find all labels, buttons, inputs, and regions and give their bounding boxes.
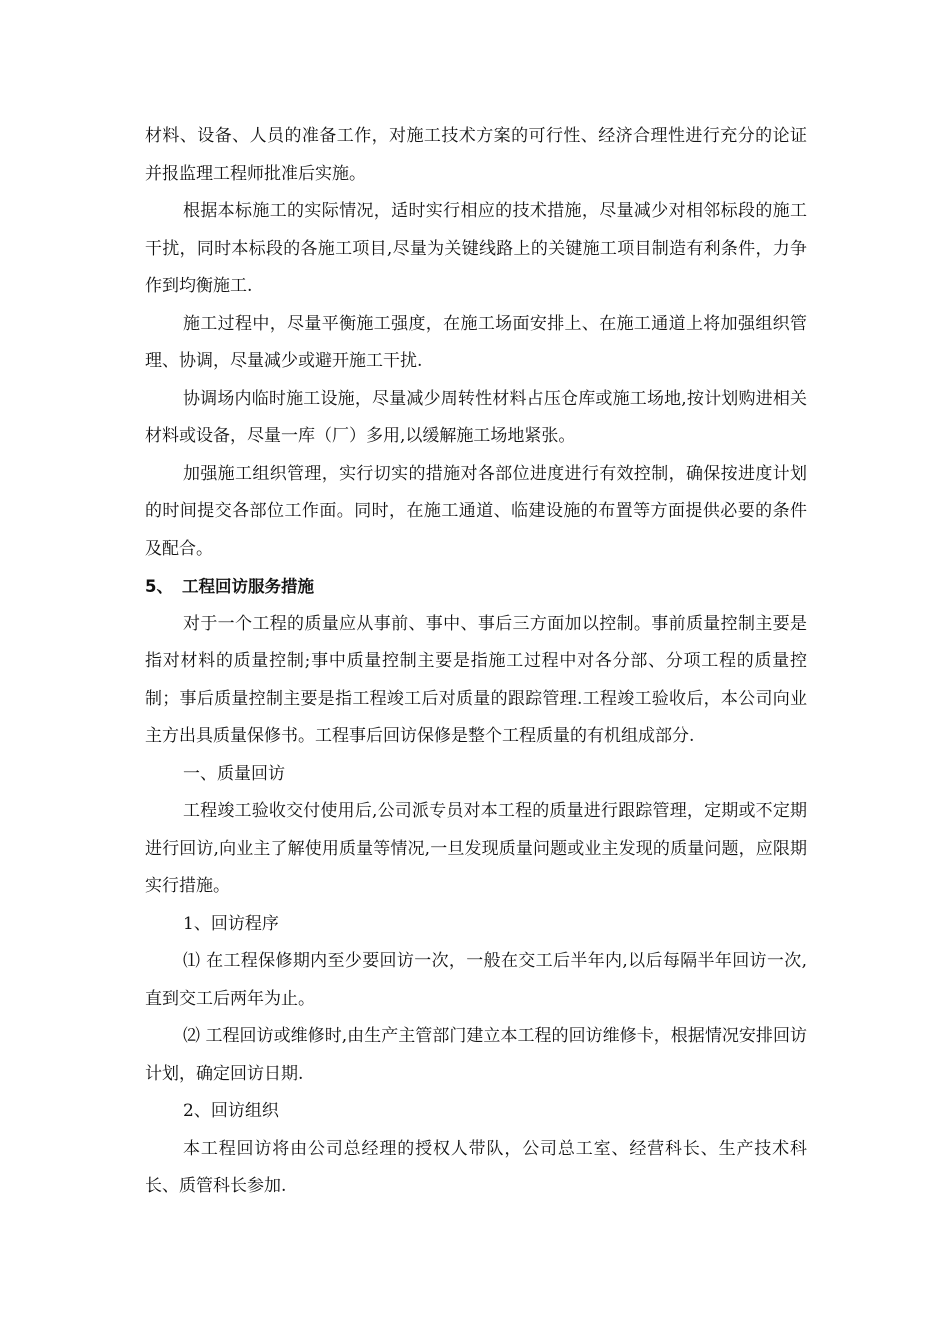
subheading-revisit-procedure: 1、回访程序 xyxy=(183,913,279,934)
paragraph-preparation: 材料、设备、人员的准备工作，对施工技术方案的可行性、经济合理性进行充分的论证并报监理工程师批准后实施。 xyxy=(145,126,807,184)
paragraph-technical-measures: 根据本标施工的实际情况，适时实行相应的技术措施，尽量减少对相邻标段的施工干扰，同时本标段的各施工项目,尽量为关键线路上的关键施工项目制造有利条件，力争作到均衡施工. xyxy=(145,201,807,296)
paragraph-quality-control: 对于一个工程的质量应从事前、事中、事后三方面加以控制。事前质量控制主要是指对材料的质量控制;事中质量控制主要是指施工过程中对各分部、分项工程的质量控制；事后质量控制主要是指工程竣工后对质量的跟踪管理.工程竣工验收后，本公司向业主方出具质量保修书。工程事后回访保修是整个工程质量的有机组成部分. xyxy=(145,613,807,746)
section-number: 5、 xyxy=(145,577,173,596)
subheading-revisit-organization: 2、回访组织 xyxy=(183,1101,279,1121)
paragraph-revisit-management: 工程竣工验收交付使用后,公司派专员对本工程的质量进行跟踪管理，定期或不定期进行回访,向业主了解使用质量等情况,一旦发现质量问题或业主发现的质量问题，应限期实行措施。 xyxy=(145,801,807,896)
list-item-procedure-2: ⑵ 工程回访或维修时,由生产主管部门建立本工程的回访维修卡，根据情况安排回访计划，确定回访日期. xyxy=(145,1026,807,1084)
section-heading xyxy=(145,568,807,606)
paragraph-revisit-team: 本工程回访将由公司总经理的授权人带队，公司总工室、经营科长、生产技术科长、质管科长参加. xyxy=(145,1138,807,1196)
paragraph-organization-management: 加强施工组织管理，实行切实的措施对各部位进度进行有效控制，确保按进度计划的时间提交各部位工作面。同时，在施工通道、临建设施的布置等方面提供必要的条件及配合。 xyxy=(145,463,807,559)
document-page xyxy=(145,118,807,1206)
paragraph-temporary-facilities: 协调场内临时施工设施，尽量减少周转性材料占压仓库或施工场地,按计划购进相关材料或设备，尽量一库（厂）多用,以缓解施工场地紧张。 xyxy=(145,388,807,446)
section-title: 工程回访服务措施 xyxy=(182,577,314,596)
subheading-quality-revisit: 一、质量回访 xyxy=(183,763,285,784)
list-item-procedure-1: ⑴ 在工程保修期内至少要回访一次，一般在交工后半年内,以后每隔半年回访一次,直到交工后两年为止。 xyxy=(145,951,807,1009)
paragraph-construction-intensity: 施工过程中，尽量平衡施工强度，在施工场面安排上、在施工通道上将加强组织管理、协调，尽量减少或避开施工干扰. xyxy=(145,313,807,371)
